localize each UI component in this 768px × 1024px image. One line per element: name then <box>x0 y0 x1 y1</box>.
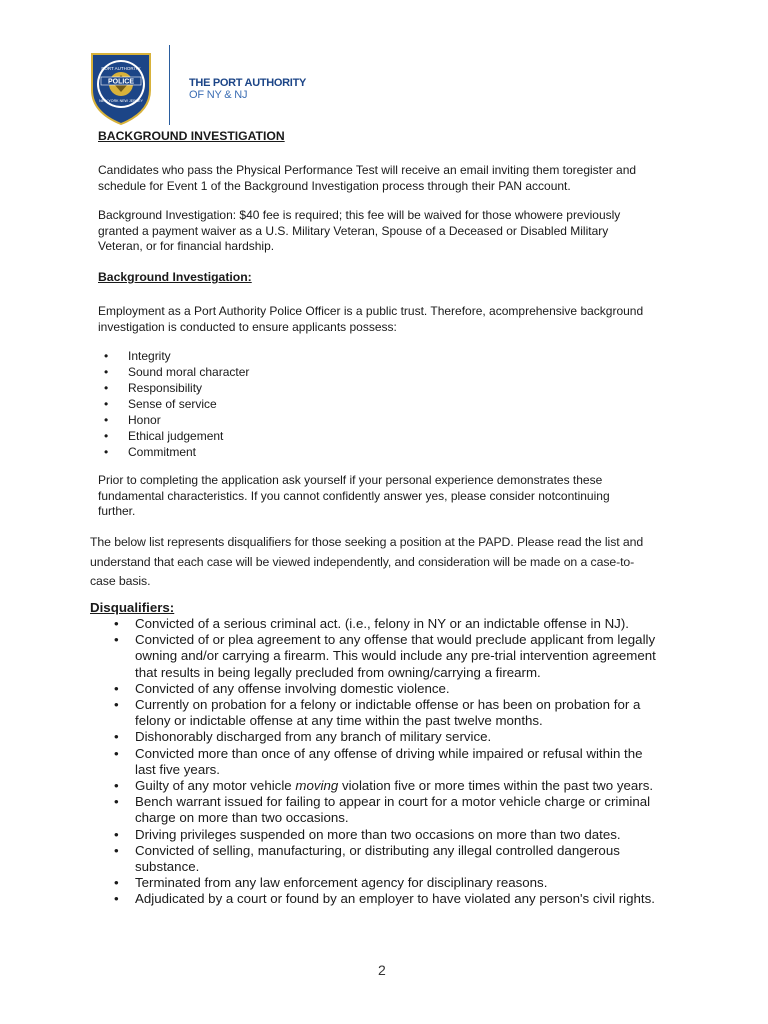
intro-paragraph <box>98 163 678 194</box>
prior-line-1: Prior to completing the application ask yourself if your personal experience demonstrates these <box>98 473 603 487</box>
list-item: • Sound moral character <box>104 364 249 380</box>
police-badge-logo <box>88 50 154 126</box>
list-item: • Ethical judgement <box>104 428 249 444</box>
disq-intro-line-2: understand that each case will be viewed independently, and consideration will be made on a case-to- <box>90 554 635 569</box>
list-item: • Commitment <box>104 444 249 460</box>
svg-text:POLICE: POLICE <box>107 78 135 86</box>
brand-line-1: THE PORT AUTHORITY <box>189 77 307 89</box>
item-text: felony or indictable offense at any time within the past twelve months. <box>135 713 543 729</box>
item-text: Convicted of selling, manufacturing, or distributing any illegal controlled dangerous <box>135 842 620 858</box>
fee-line-3: Veteran, or for financial hardship. <box>98 239 275 253</box>
intro-line-2: schedule for Event 1 of the Background Investigation process through their PAN account. <box>98 178 571 193</box>
item-text: last five years. <box>135 761 220 777</box>
section-heading-background-investigation-2: Background Investigation: <box>98 270 252 284</box>
prior-line-2: fundamental characteristics. If you cannot confidently answer yes, please consider notcontinuing <box>98 488 610 503</box>
disq-intro-line-1: The below list represents disqualifiers for those seeking a position at the PAPD. Please read the list and <box>90 535 644 549</box>
item-emphasis: moving <box>295 778 339 794</box>
item-text: substance. <box>135 859 200 875</box>
list-item <box>90 875 690 891</box>
fee-line-1: Background Investigation: $40 fee is required; this fee will be waived for those whowere previously <box>98 208 621 222</box>
item-text: that results in being legally precluded from owning/carrying a firearm. <box>135 664 541 680</box>
item-text: Guilty of any motor vehicle <box>135 778 296 794</box>
item-text: owning and/or carrying a firearm. This would include any pre-trial intervention agreement <box>135 648 656 664</box>
list-item <box>90 827 690 843</box>
item-text: Terminated from any law enforcement agency for disciplinary reasons. <box>135 875 548 891</box>
disqualifier-intro-paragraph <box>90 533 680 592</box>
brand-line-2: OF NY & NJ <box>189 89 248 101</box>
item-text: Convicted of or plea agreement to any offense that would preclude applicant from legally <box>135 632 656 648</box>
item-text: Driving privileges suspended on more than two occasions on more than two dates. <box>135 826 621 842</box>
list-item: • Responsibility <box>104 380 249 396</box>
list-item <box>90 794 690 826</box>
prior-line-3: further. <box>98 504 136 518</box>
item-text: Convicted of a serious criminal act. (i.e., felony in NY or an indictable offense in NJ). <box>135 616 629 631</box>
item-text: Convicted of any offense involving domestic violence. <box>135 680 450 696</box>
item-text: Currently on probation for a felony or indictable offense or has been on probation for a <box>135 697 641 713</box>
public-trust-paragraph <box>98 304 678 335</box>
item-text: Convicted more than once of any offense of driving while impaired or refusal within the <box>135 745 643 761</box>
list-item: • Honor <box>104 412 249 428</box>
item-text: Adjudicated by a court or found by an employer to have violated any person's civil rights. <box>135 891 655 907</box>
fee-paragraph <box>98 208 678 255</box>
list-item <box>90 729 690 745</box>
disqualifiers-list <box>90 616 690 908</box>
traits-list <box>104 348 249 460</box>
list-item <box>90 616 690 632</box>
prior-paragraph <box>98 473 678 520</box>
list-item <box>90 891 690 907</box>
list-item <box>90 843 690 875</box>
item-text: Bench warrant issued for failing to appear in court for a motor vehicle charge or criminal <box>135 794 651 810</box>
item-text: charge on more than two occasions. <box>135 810 349 826</box>
svg-text:PORT AUTHORITY: PORT AUTHORITY <box>101 66 141 71</box>
list-item <box>90 681 690 697</box>
section-heading-background-investigation: BACKGROUND INVESTIGATION <box>98 129 285 143</box>
item-text: violation five or more times within the past two years. <box>338 778 654 794</box>
list-item <box>90 632 690 681</box>
fee-line-2: granted a payment waiver as a U.S. Military Veteran, Spouse of a Deceased or Disabled Military <box>98 223 609 238</box>
disq-intro-line-3: case basis. <box>90 574 151 588</box>
trust-line-1: Employment as a Port Authority Police Officer is a public trust. Therefore, acomprehensive background <box>98 304 644 318</box>
list-item <box>90 697 690 729</box>
page-number: 2 <box>378 962 386 978</box>
list-item <box>90 778 690 794</box>
list-item: • Sense of service <box>104 396 249 412</box>
item-text: Dishonorably discharged from any branch of military service. <box>135 729 492 745</box>
list-item <box>90 746 690 778</box>
intro-line-1: Candidates who pass the Physical Performance Test will receive an email inviting them toregister and <box>98 163 637 177</box>
svg-text:NEW YORK NEW JERSEY: NEW YORK NEW JERSEY <box>99 99 143 103</box>
trust-line-2: investigation is conducted to ensure applicants possess: <box>98 319 397 334</box>
port-authority-brand <box>189 77 306 101</box>
header-divider <box>169 45 170 125</box>
list-item: • Integrity <box>104 348 249 364</box>
disqualifiers-heading: Disqualifiers: <box>90 600 175 615</box>
